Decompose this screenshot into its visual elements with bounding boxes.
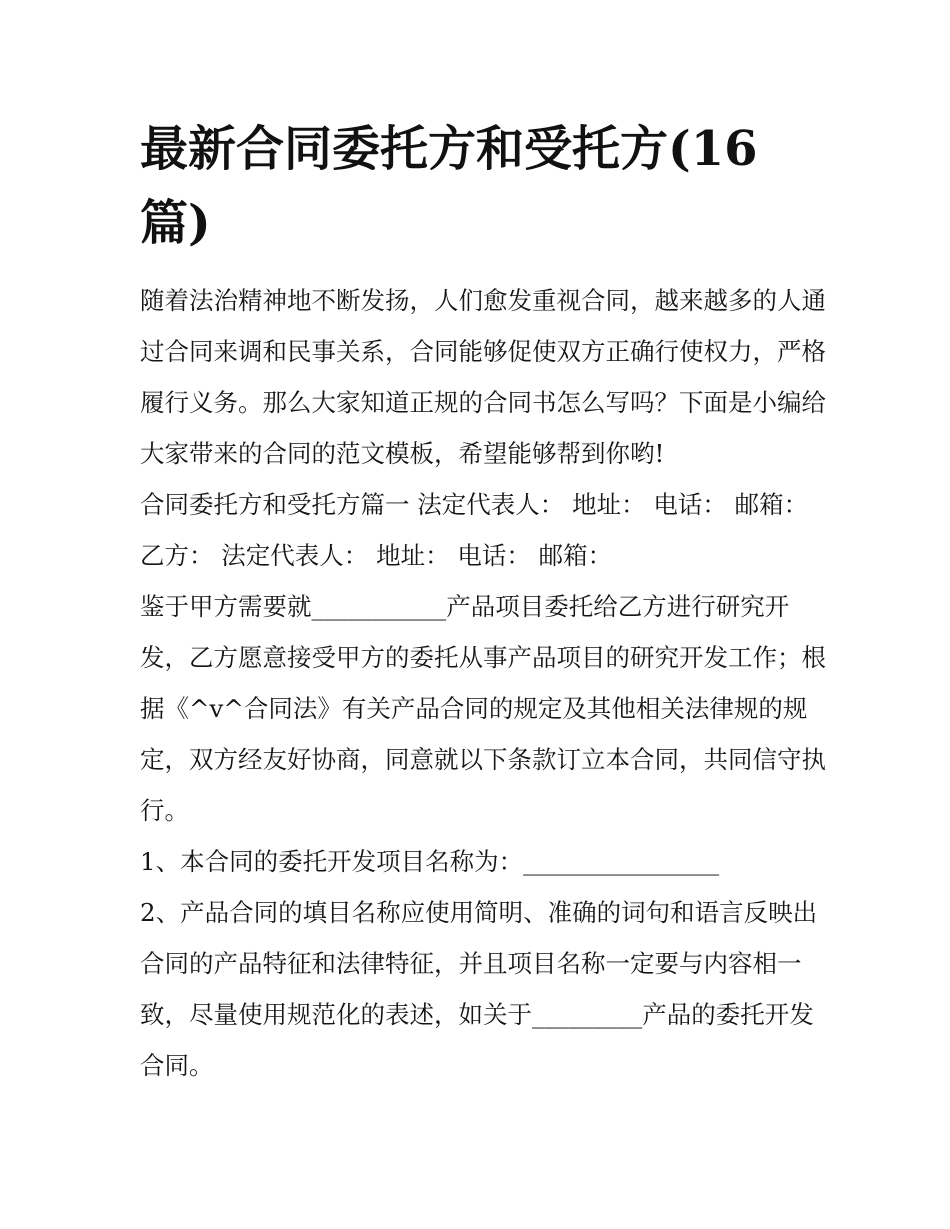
clause-1-paragraph: 1、本合同的委托开发项目名称为：________________ <box>140 847 720 876</box>
intro-paragraph: 随着法治精神地不断发扬，人们愈发重视合同，越来越多的人通过合同来调和民事关系，合同能够促使双方正确行使权力，严格履行义务。那么大家知道正规的合同书怎么写吗？下面是小编给大家带来的合同的范文模板，希望能够帮到你哟! <box>140 286 826 468</box>
clause-2-paragraph: 2、产品合同的填目名称应使用简明、准确的词句和语言反映出合同的产品特征和法律特征，并且项目名称一定要与内容相一致，尽量使用规范化的表述，如关于_________产品的委托开发合同。 <box>140 898 818 1080</box>
document-title: 最新合同委托方和受托方(16篇) <box>140 121 758 251</box>
preamble-paragraph: 鉴于甲方需要就___________产品项目委托给乙方进行研究开发，乙方愿意接受甲方的委托从事产品项目的研究开发工作；根据《^v^合同法》有关产品合同的规定及其他相关法律规的规定，双方经友好协商，同意就以下条款订立本合同，共同信守执行。 <box>140 592 826 825</box>
party-info-paragraph: 合同委托方和受托方篇一 法定代表人： 地址： 电话： 邮箱： 乙方： 法定代表人： 地址： 电话： 邮箱： <box>140 490 816 570</box>
document-body <box>140 275 830 1091</box>
